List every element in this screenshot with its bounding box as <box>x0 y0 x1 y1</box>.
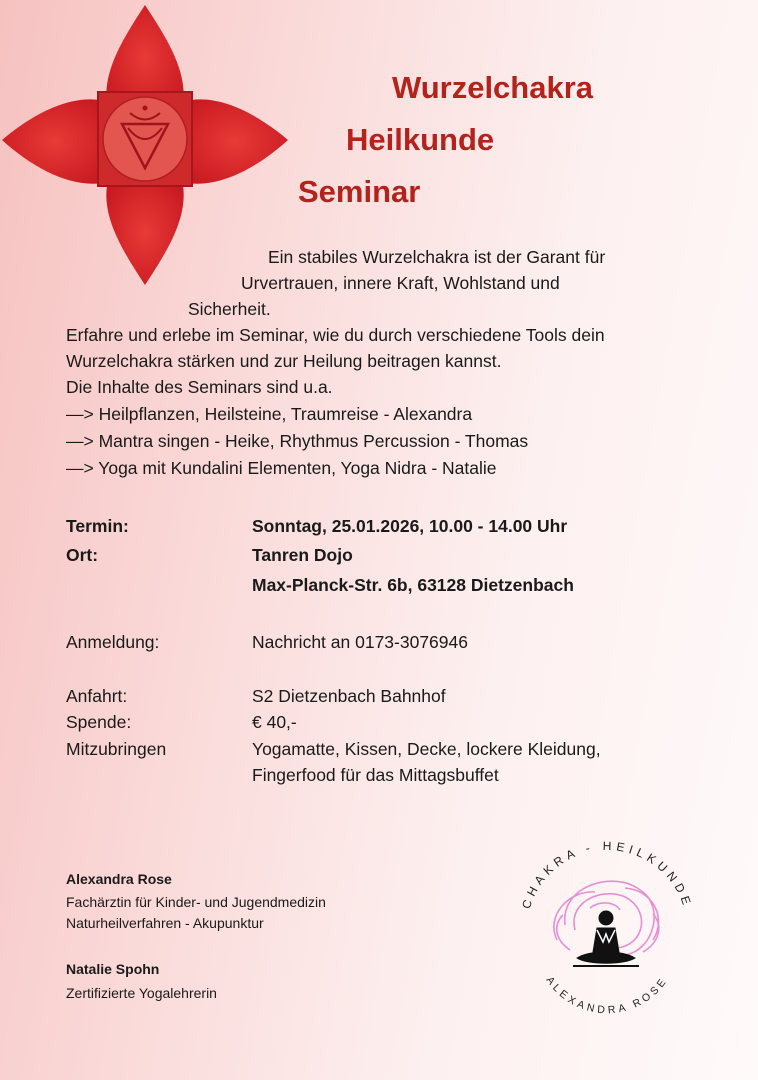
intro-line-1: Ein stabiles Wurzelchakra ist der Garant für <box>268 247 606 267</box>
intro-line-5: Wurzelchakra stärken und zur Heilung beitragen kannst. <box>66 351 502 371</box>
person-2-title: Zertifizierte Yogalehrerin <box>66 985 217 1001</box>
logo-text-bottom: ALEXANDRA ROSE <box>543 974 671 1015</box>
ort-value-venue: Tanren Dojo <box>252 545 353 565</box>
spende-value: € 40,- <box>252 712 297 732</box>
spende-label: Spende: <box>66 712 132 732</box>
person-1-title: Fachärztin für Kinder- und Jugendmedizin <box>66 894 326 910</box>
svg-text:CHAKRA - HEILKUNDE <box>519 839 695 911</box>
title-line-1: Wurzelchakra <box>392 70 594 105</box>
mitbringen-label: Mitzubringen <box>66 739 167 759</box>
intro-line-2: Urvertrauen, innere Kraft, Wohlstand und <box>241 273 560 293</box>
anfahrt-value: S2 Dietzenbach Bahnhof <box>252 686 446 706</box>
person-2-name: Natalie Spohn <box>66 961 160 977</box>
chakra-heilkunde-logo <box>505 830 705 1015</box>
termin-value: Sonntag, 25.01.2026, 10.00 - 14.00 Uhr <box>252 516 568 536</box>
ort-label: Ort: <box>66 545 99 565</box>
svg-text:ALEXANDRA ROSE <box>544 974 671 1015</box>
ort-value-address: Max-Planck-Str. 6b, 63128 Dietzenbach <box>252 575 574 595</box>
title-line-3: Seminar <box>298 174 421 209</box>
content-item-1: —> Heilpflanzen, Heilsteine, Traumreise - Alexandra <box>66 404 473 424</box>
title-line-2: Heilkunde <box>346 122 495 157</box>
root-chakra-flower-illustration <box>0 0 290 290</box>
mitbringen-value-1: Yogamatte, Kissen, Decke, lockere Kleidung, <box>252 739 601 759</box>
person-1-specialty: Naturheilverfahren - Akupunktur <box>66 915 264 931</box>
anfahrt-label: Anfahrt: <box>66 686 128 706</box>
termin-label: Termin: <box>66 516 129 536</box>
person-1-name: Alexandra Rose <box>66 871 172 887</box>
anmeldung-label: Anmeldung: <box>66 632 160 652</box>
content-item-2: —> Mantra singen - Heike, Rhythmus Percussion - Thomas <box>66 431 529 451</box>
intro-line-6: Die Inhalte des Seminars sind u.a. <box>66 377 333 397</box>
intro-line-3: Sicherheit. <box>188 299 271 319</box>
intro-line-4: Erfahre und erlebe im Seminar, wie du durch verschiedene Tools dein <box>66 325 605 345</box>
anmeldung-value: Nachricht an 0173-3076946 <box>252 632 468 652</box>
mitbringen-value-2: Fingerfood für das Mittagsbuffet <box>252 765 499 785</box>
logo-text-top: CHAKRA - HEILKUNDE <box>518 838 696 911</box>
content-item-3: —> Yoga mit Kundalini Elementen, Yoga Nidra - Natalie <box>66 458 497 478</box>
